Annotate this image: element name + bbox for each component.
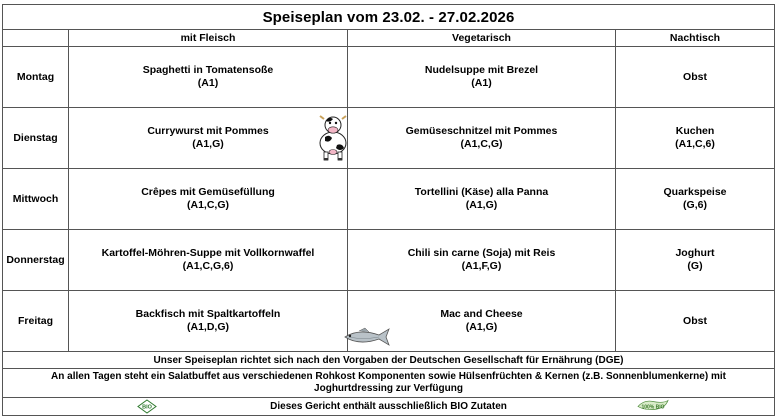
meal-name: Nudelsuppe mit Brezel [424, 64, 539, 76]
meal-name: Backfisch mit Spaltkartoffeln [135, 308, 281, 320]
meat-meal [69, 108, 348, 169]
allergen-codes: (A1,C,G) [187, 199, 229, 211]
meal-name: Kuchen [675, 125, 715, 137]
vegetarian-meal [348, 108, 616, 169]
meal-name: Obst [683, 314, 707, 327]
meat-meal [69, 230, 348, 291]
day-label: Montag [3, 47, 69, 108]
allergen-codes: (A1,C,G) [460, 138, 503, 150]
vegetarian-meal [348, 47, 616, 108]
day-row [3, 291, 775, 352]
day-label: Dienstag [3, 108, 69, 169]
day-row [3, 108, 775, 169]
vegetarian-meal [348, 291, 616, 352]
meal-name: Crêpes mit Gemüsefüllung [141, 186, 275, 198]
header-dessert: Nachtisch [616, 30, 775, 47]
menu-title: Speiseplan vom 23.02. - 27.02.2026 [3, 5, 775, 30]
meal-name: Chili sin carne (Soja) mit Reis [407, 247, 556, 259]
allergen-codes: (A1,F,G) [461, 260, 502, 272]
meat-meal [69, 291, 348, 352]
allergen-codes: (A1,G) [192, 138, 224, 150]
meal-name: Kartoffel-Möhren-Suppe mit Vollkornwaffel [101, 247, 315, 259]
meal-name: Tortellini (Käse) alla Panna [414, 186, 549, 198]
allergen-codes: (A1,C,G,6) [182, 260, 234, 272]
meal-name: Spaghetti in Tomatensoße [142, 64, 274, 76]
allergen-codes: (G,6) [683, 199, 707, 211]
day-label: Donnerstag [3, 230, 69, 291]
bio-100-logo-text: 100% BIO [641, 404, 665, 411]
menu-table [2, 4, 775, 416]
header-vegetarian: Vegetarisch [348, 30, 616, 47]
allergen-codes: (A1) [197, 77, 219, 89]
bio-note: Dieses Gericht enthält ausschließlich BIO Zutaten [270, 401, 507, 412]
bio-note-row [3, 398, 775, 416]
day-label: Mittwoch [3, 169, 69, 230]
dessert-meal [616, 47, 775, 108]
dessert-meal [616, 230, 775, 291]
allergen-codes: (A1) [471, 77, 492, 89]
meal-name: Currywurst mit Pommes [147, 125, 269, 137]
day-row [3, 47, 775, 108]
dessert-meal [616, 169, 775, 230]
meal-name: Joghurt [675, 247, 715, 259]
vegetarian-meal [348, 169, 616, 230]
vegetarian-meal [348, 230, 616, 291]
meat-meal [69, 47, 348, 108]
day-label: Freitag [3, 291, 69, 352]
allergen-codes: (A1,G) [465, 199, 498, 211]
allergen-codes: (A1,D,G) [187, 321, 229, 333]
meal-name: Mac and Cheese [440, 308, 523, 320]
header-day-column [3, 30, 69, 47]
allergen-codes: (A1,C,6) [675, 138, 715, 150]
menu-page [2, 4, 774, 410]
bio-logo-text: BIO [142, 404, 152, 411]
allergen-codes: (G) [687, 260, 703, 272]
allergen-codes: (A1,G) [465, 321, 498, 333]
meal-name: Gemüseschnitzel mit Pommes [405, 125, 558, 137]
meal-name: Quarkspeise [663, 186, 727, 198]
salad-note-line: An allen Tagen steht ein Salatbuffet aus verschiedenen Rohkost Komponenten sowie Hülsenfrüchten & Kernen (z.B. Sonnenblumenkerne) mit [51, 370, 726, 382]
salad-note-line: Joghurtdressing zur Verfügung [314, 383, 463, 394]
header-row [3, 30, 775, 47]
day-row [3, 169, 775, 230]
dge-note: Unser Speiseplan richtet sich nach den Vorgaben der Deutschen Gesellschaft für Ernährung (DGE) [3, 352, 775, 369]
header-meat: mit Fleisch [69, 30, 348, 47]
meat-meal [69, 169, 348, 230]
meal-name: Obst [683, 70, 707, 83]
dessert-meal [616, 108, 775, 169]
day-row [3, 230, 775, 291]
salad-buffet-note [3, 369, 775, 398]
dessert-meal [616, 291, 775, 352]
